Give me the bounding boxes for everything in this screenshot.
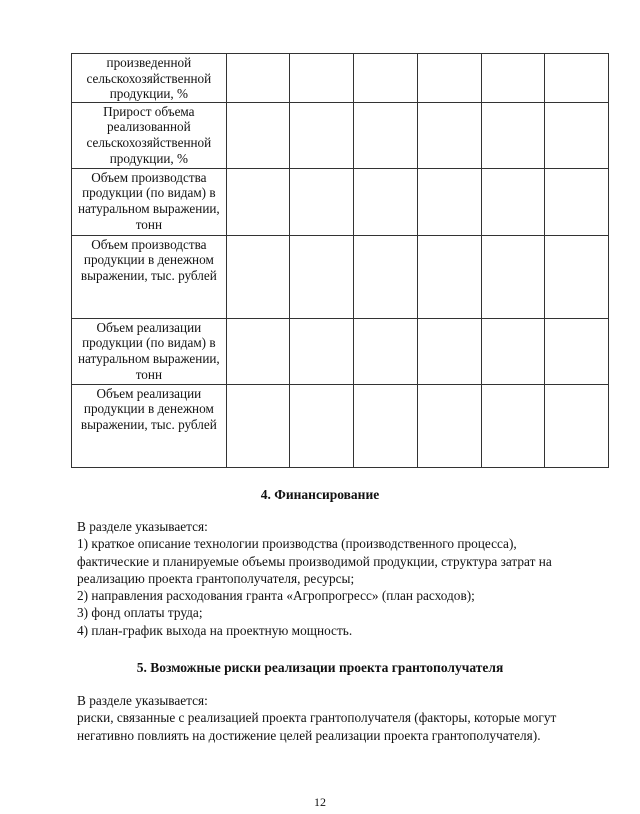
section-5-line: риски, связанные с реализацией проекта грантополучателя (факторы, которые могут (77, 710, 557, 726)
section-5-body (77, 692, 617, 744)
section-4-line: 3) фонд оплаты труда; (77, 605, 203, 621)
empty-cell[interactable] (481, 54, 545, 103)
empty-cell[interactable] (290, 102, 354, 168)
table-row (72, 54, 609, 103)
empty-cell[interactable] (354, 235, 418, 318)
table-row (72, 102, 609, 168)
table-row (72, 168, 609, 235)
row-label: Объем реализации продукции в денежном выражении, тыс. рублей (72, 384, 227, 467)
section-4-line: 2) направления расходования гранта «Агропрогресс» (план расходов); (77, 588, 475, 604)
empty-cell[interactable] (417, 235, 481, 318)
empty-cell[interactable] (417, 318, 481, 384)
empty-cell[interactable] (290, 168, 354, 235)
table-row (72, 384, 609, 467)
row-label: Объем реализации продукции (по видам) в натуральном выражении, тонн (72, 318, 227, 384)
empty-cell[interactable] (481, 235, 545, 318)
empty-cell[interactable] (481, 384, 545, 467)
empty-cell[interactable] (226, 384, 290, 467)
section-4-line: фактические и планируемые объемы производимой продукции, структура затрат на (77, 553, 552, 569)
empty-cell[interactable] (226, 318, 290, 384)
empty-cell[interactable] (354, 318, 418, 384)
empty-cell[interactable] (290, 318, 354, 384)
empty-cell[interactable] (545, 102, 609, 168)
empty-cell[interactable] (417, 384, 481, 467)
row-label: Объем производства продукции в денежном выражении, тыс. рублей (72, 235, 227, 318)
table-row (72, 318, 609, 384)
empty-cell[interactable] (417, 54, 481, 103)
section-4-line: 1) краткое описание технологии производства (производственного процесса), (77, 536, 517, 552)
empty-cell[interactable] (290, 384, 354, 467)
empty-cell[interactable] (481, 168, 545, 235)
empty-cell[interactable] (354, 54, 418, 103)
empty-cell[interactable] (417, 168, 481, 235)
section-4-body (77, 518, 617, 639)
section-4-intro: В разделе указывается: (77, 519, 208, 534)
row-label: Объем производства продукции (по видам) в натуральном выражении, тонн (72, 168, 227, 235)
section-4-line: 4) план-график выхода на проектную мощность. (77, 622, 353, 638)
table-row (72, 235, 609, 318)
row-label: произведенной сельскохозяйственной продукции, % (72, 54, 227, 103)
row-label: Прирост объема реализованной сельскохозяйственной продукции, % (72, 102, 227, 168)
section-5-intro: В разделе указывается: (77, 693, 208, 708)
empty-cell[interactable] (545, 235, 609, 318)
empty-cell[interactable] (481, 318, 545, 384)
empty-cell[interactable] (226, 102, 290, 168)
indicators-table (71, 53, 609, 468)
empty-cell[interactable] (226, 235, 290, 318)
section-5-heading: 5. Возможные риски реализации проекта грантополучателя (136, 660, 504, 675)
empty-cell[interactable] (354, 102, 418, 168)
empty-cell[interactable] (545, 318, 609, 384)
empty-cell[interactable] (354, 384, 418, 467)
empty-cell[interactable] (226, 54, 290, 103)
empty-cell[interactable] (545, 168, 609, 235)
empty-cell[interactable] (290, 54, 354, 103)
section-4-heading: 4. Финансирование (260, 487, 380, 502)
empty-cell[interactable] (545, 384, 609, 467)
section-5-line: негативно повлиять на достижение целей реализации проекта грантополучателя). (77, 727, 541, 743)
empty-cell[interactable] (226, 168, 290, 235)
empty-cell[interactable] (481, 102, 545, 168)
page-number: 12 (314, 795, 326, 809)
section-4-line: реализацию проекта грантополучателя, ресурсы; (77, 570, 355, 586)
empty-cell[interactable] (354, 168, 418, 235)
empty-cell[interactable] (545, 54, 609, 103)
empty-cell[interactable] (290, 235, 354, 318)
empty-cell[interactable] (417, 102, 481, 168)
